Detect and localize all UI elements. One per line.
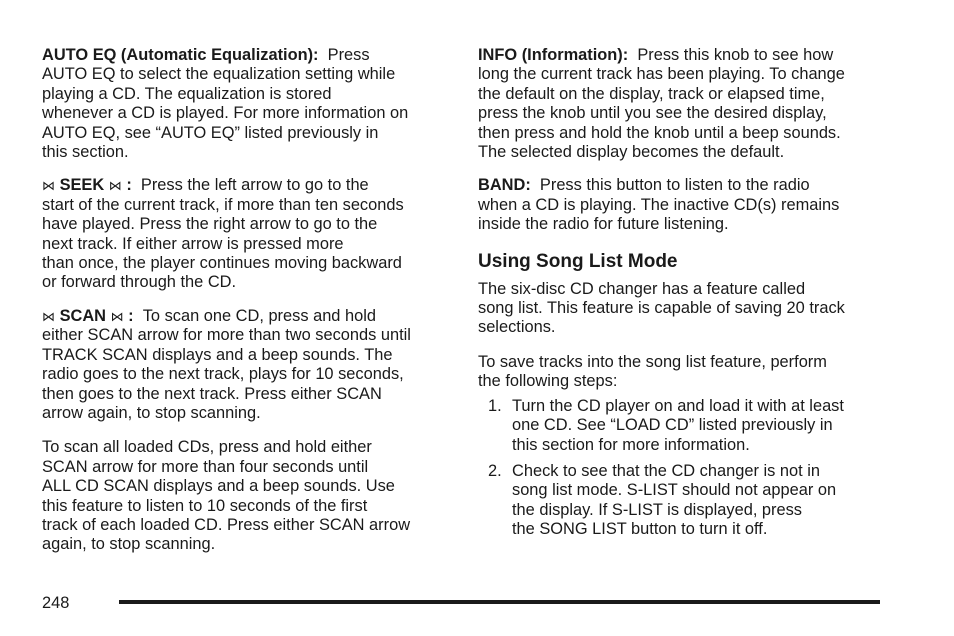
page-number: 248 <box>42 594 70 612</box>
song-list-intro: The six-disc CD changer has a feature called song list. This feature is capable of saving 20 track selections. <box>478 279 845 337</box>
scan-label: ⋈ SCAN ⋈ : <box>42 306 134 325</box>
band-heading: BAND: <box>478 176 531 195</box>
band-text: Press this button to listen to the radio when a CD is playing. The inactive CD(s) remains inside the radio for future listening. <box>478 176 840 234</box>
step-item <box>478 397 888 455</box>
auto-eq-paragraph <box>42 46 452 162</box>
seek-label: ⋈ SEEK ⋈ : <box>42 176 132 195</box>
scan-text: To scan one CD, press and hold either SCAN arrow for more than two seconds until TRACK SCAN displays and a beep sounds. The radio goes to the next track, plays for 10 seconds, then goes to the next track. Press either SCAN arrow again, to stop scanning. <box>42 306 411 422</box>
info-paragraph <box>478 46 888 162</box>
scan-back-icon: ⋈ <box>42 308 55 324</box>
seek-text: Press the left arrow to go to the start of the current track, if more than ten seconds have played. Press the right arrow to go to the next track. If either arrow is pressed more than once, the player continues moving backward or forward through the CD. <box>42 176 404 292</box>
info-text: Press this knob to see how long the current track has been playing. To change the default on the display, track or elapsed time, press the knob until you see the desired display, then press and hold the knob until a beep sounds. The selected display becomes the default. <box>478 46 845 162</box>
song-list-steps-intro: To save tracks into the song list feature, perform the following steps: <box>478 352 827 391</box>
step-text: Check to see that the CD changer is not in song list mode. S-LIST should not appear on the display. If S-LIST is displayed, press the SONG LIST button to turn it off. <box>512 461 837 539</box>
step-text: Turn the CD player on and load it with at least one CD. See “LOAD CD” listed previously in this section for more information. <box>512 396 844 454</box>
seek-forward-icon: ⋈ <box>108 178 122 194</box>
scan-forward-icon: ⋈ <box>110 308 124 324</box>
seek-back-icon: ⋈ <box>42 178 55 194</box>
footer-rule <box>119 600 880 604</box>
band-paragraph <box>478 176 888 234</box>
scan-paragraph <box>42 307 452 423</box>
section-heading: Using Song List Mode <box>478 250 678 272</box>
info-heading: INFO (Information): <box>478 46 629 64</box>
left-column <box>42 46 452 555</box>
steps-list <box>478 397 888 540</box>
step-number: 1. <box>488 396 502 415</box>
scan-all-paragraph: To scan all loaded CDs, press and hold either SCAN arrow for more than four seconds until ALL CD SCAN displays and a beep sounds. Use this feature to listen to 10 seconds of the first track of each loaded CD. Press either SCAN arrow again, to stop scanning. <box>42 438 411 554</box>
auto-eq-heading: AUTO EQ (Automatic Equalization): <box>42 46 319 64</box>
right-column <box>478 46 888 540</box>
auto-eq-text: Press AUTO EQ to select the equalization setting while playing a CD. The equalization is stored whenever a CD is played. For more information on AUTO EQ, see “AUTO EQ” listed previously in this section. <box>42 46 409 162</box>
seek-paragraph <box>42 176 452 292</box>
step-item <box>478 462 888 540</box>
step-number: 2. <box>488 461 502 480</box>
